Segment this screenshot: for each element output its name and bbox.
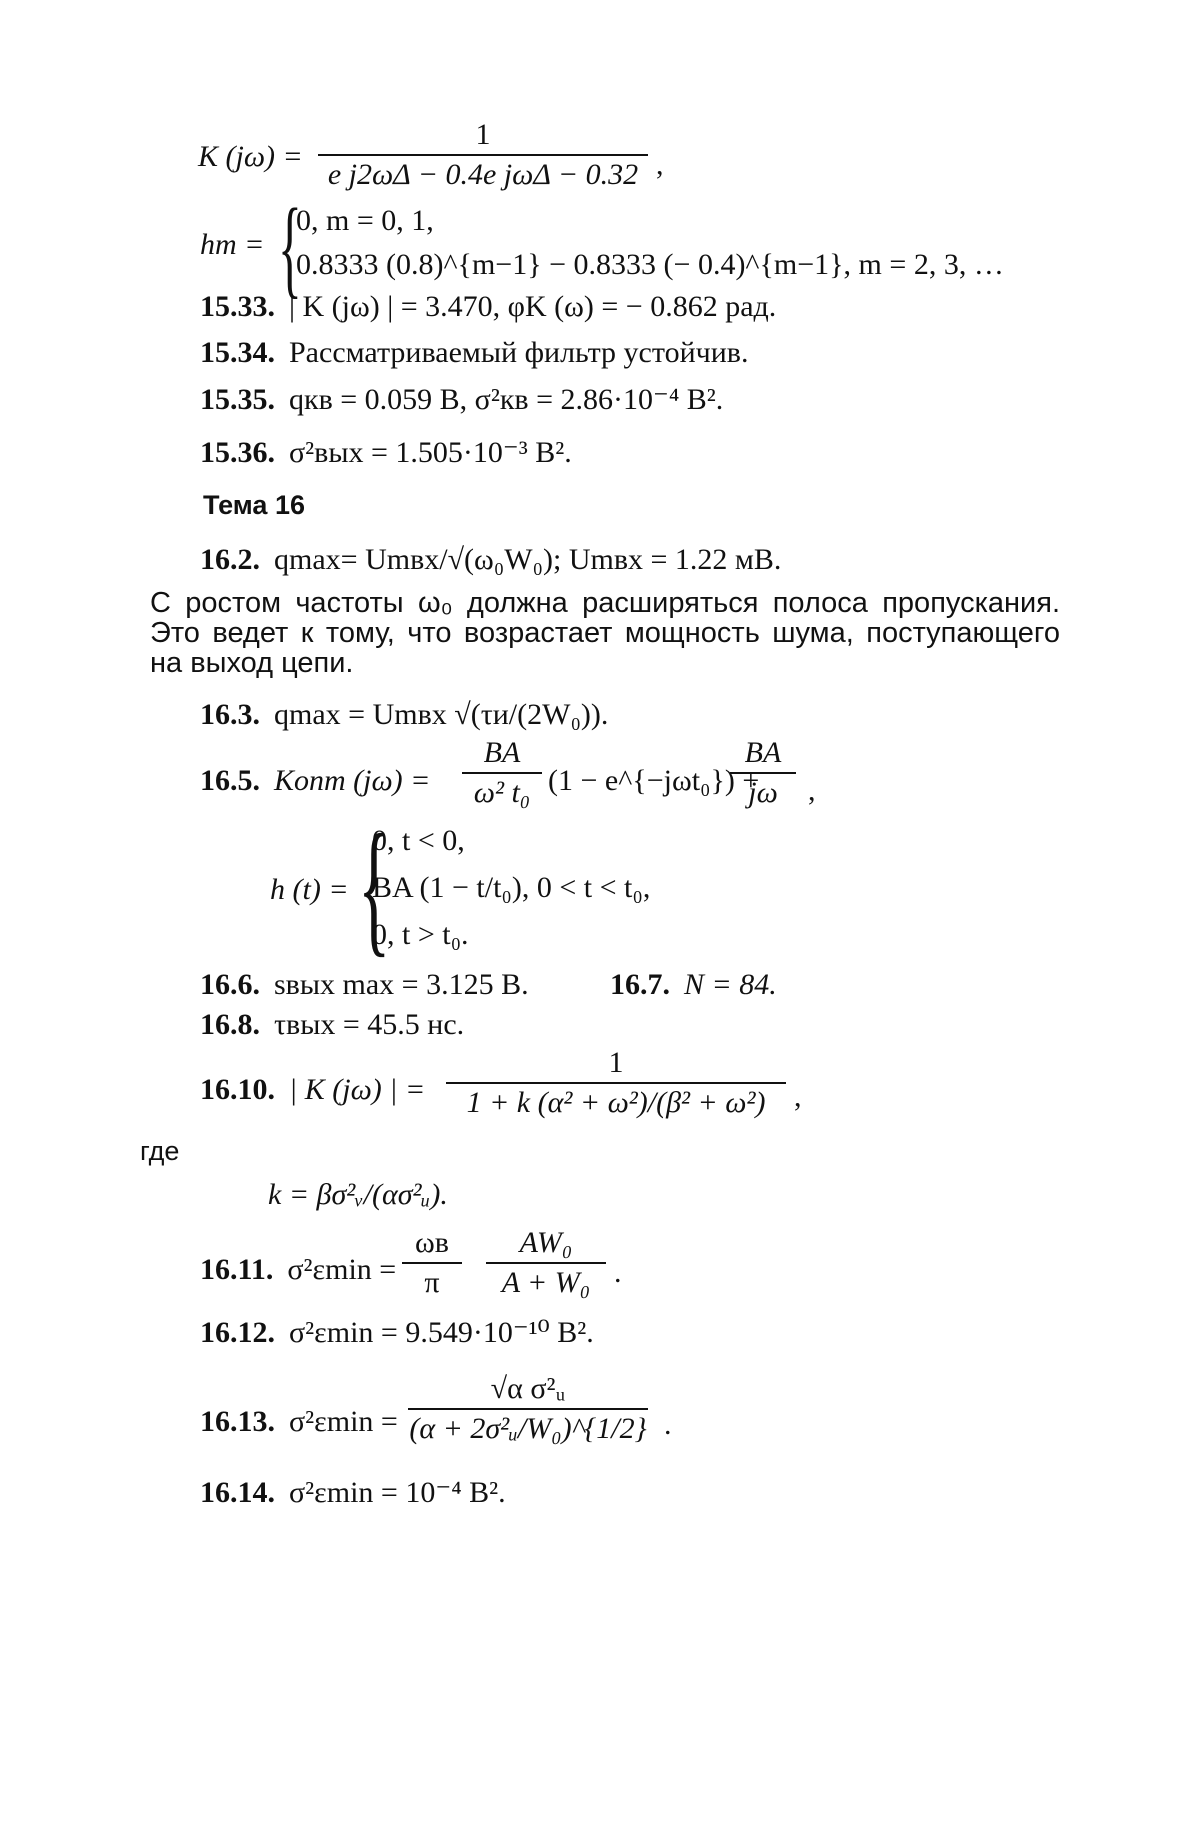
item-16-5-comma: , — [808, 774, 816, 807]
k-formula-denominator: e j2ωΔ − 0.4e jωΔ − 0.32 — [327, 158, 639, 191]
item-16-5-label: 16.5. Kопт (jω) = — [200, 764, 431, 797]
item-15-34: 15.34. Рассматриваемый фильтр устойчив. — [200, 336, 749, 369]
hm-brace: { — [278, 186, 302, 308]
item-16-6: 16.6. sвых max = 3.125 В. — [200, 968, 529, 1001]
item-15-36: 15.36. σ²вых = 1.505·10⁻³ В². — [200, 436, 572, 469]
ht-case-2: BA (1 − t/t₀), 0 < t < t₀, — [372, 871, 651, 904]
k-formula-lhs: K (jω) = — [198, 140, 303, 173]
item-16-11-fraction-1: ωв π — [402, 1226, 462, 1300]
item-16-5-fraction-1: BA ω² t₀ — [462, 736, 542, 810]
item-16-13-period: . — [664, 1408, 672, 1441]
k-formula-comma: , — [656, 148, 664, 181]
item-16-8: 16.8. τвых = 45.5 нс. — [200, 1008, 465, 1041]
item-15-35: 15.35. qкв = 0.059 В, σ²кв = 2.86·10⁻⁴ В². — [200, 383, 724, 416]
item-16-13-label: 16.13. σ²εmin = — [200, 1405, 398, 1438]
ht-lhs: h (t) = — [270, 873, 349, 906]
k-formula-numerator: 1 — [475, 118, 491, 151]
item-16-3: 16.3. qmax = Umвх √(τи/(2W₀)). — [200, 698, 609, 731]
item-16-10-label: 16.10. | K (jω) | = — [200, 1073, 426, 1106]
item-16-11-fraction-2: AW₀ A + W₀ — [486, 1226, 606, 1300]
hm-lhs: hm = — [200, 228, 265, 261]
item-16-5-fraction-2: BA jω — [730, 736, 796, 810]
item-16-14: 16.14. σ²εmin = 10⁻⁴ В². — [200, 1476, 506, 1509]
item-16-11-period: . — [614, 1256, 622, 1289]
where-word: где — [140, 1136, 180, 1166]
item-16-7: 16.7. N = 84. — [610, 968, 777, 1001]
k-definition: k = βσ²ᵥ/(ασ²ᵤ). — [268, 1178, 448, 1211]
hm-case-1: 0, m = 0, 1, — [296, 204, 434, 237]
item-16-13-fraction: √α σ²ᵤ (α + 2σ²ᵤ/W₀)^{1/2} — [409, 1372, 647, 1445]
ht-brace: { — [358, 804, 391, 970]
ht-case-3: 0, t > t₀. — [372, 918, 469, 951]
item-16-5-middle: (1 − e^{−jωt₀}) + — [548, 764, 760, 797]
item-15-33: 15.33. | K (jω) | = 3.470, φK (ω) = − 0.862 рад. — [200, 290, 777, 323]
item-16-10-fraction: 1 1 + k (α² + ω²)/(β² + ω²) — [446, 1046, 786, 1120]
item-16-11-label: 16.11. σ²εmin = — [200, 1253, 397, 1286]
item-16-10-comma: , — [794, 1080, 802, 1113]
ht-case-1: 0, t < 0, — [372, 824, 465, 857]
k-formula-fraction — [318, 118, 648, 192]
explanation-paragraph: С ростом частоты ω₀ должна расширяться полоса пропускания. Это ведет к тому, что возрастает мощность шума, поступающего на выход цепи. — [150, 587, 1060, 679]
hm-case-2: 0.8333 (0.8)^{m−1} − 0.8333 (− 0.4)^{m−1}, m = 2, 3, … — [296, 248, 1004, 281]
item-16-2: 16.2. qmax= Umвх/√(ω₀W₀); Umвх = 1.22 мВ. — [200, 543, 782, 576]
item-16-12: 16.12. σ²εmin = 9.549·10⁻¹⁰ В². — [200, 1316, 594, 1349]
topic-heading: Тема 16 — [203, 490, 305, 520]
